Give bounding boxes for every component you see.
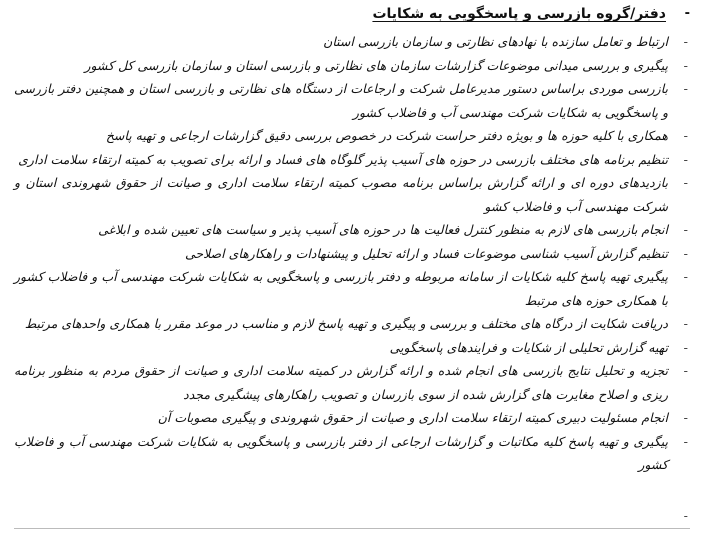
title-bullet: - — [684, 6, 690, 21]
document-page — [14, 0, 690, 536]
list-item — [14, 218, 690, 242]
list-bullet: - — [683, 410, 688, 425]
list-bullet: - — [683, 128, 688, 143]
list-bullet: - — [683, 339, 688, 355]
list-item — [14, 359, 690, 406]
list-item — [14, 336, 690, 360]
list-item — [14, 406, 690, 430]
list-item-text: انجام مسئولیت دبیری کمیته ارتقاء سلامت اداری و صیانت از حقوق شهروندی و پیگیری مصوبات آن — [157, 410, 668, 425]
list-item-text: انجام بازرسی های لازم به منظور کنترل فعالیت ها در حوزه های آسیب پذیر و سیاست های تعیین شده و ابلاغی — [98, 222, 668, 237]
list-item — [14, 430, 690, 477]
list-item-text: تنظیم گزارش آسیب شناسی موضوعات فساد و ارائه تحلیل و پیشنهادات و راهکارهای اصلاحی — [184, 245, 668, 261]
bottom-rule — [14, 528, 690, 529]
list-item-text: دریافت شکایت از درگاه های مختلف و بررسی و پیگیری و تهیه پاسخ لازم و مناسب در موعد مقرر با همکاری واحدهای مرتبط — [24, 316, 668, 331]
list-item-text: تنظیم برنامه های مختلف بازرسی در حوزه های آسیب پذیر گلوگاه های فساد و ارائه برای تصویب به کمیته ارتقاء سلامت اداری — [18, 151, 668, 167]
list-bullet: - — [683, 269, 688, 284]
list-bullet: - — [683, 175, 688, 190]
list-bullet: - — [683, 151, 688, 167]
list-item-text: بازرسی موردی براساس دستور مدیرعامل شرکت و ارجاعات از دستگاه های نظارتی و بازرسی استان و همچنین دفتر بازرسی و پاسخگویی به شکایات شرکت مهندسی آب و فاضلاب کشور — [14, 81, 668, 120]
list-item — [14, 242, 690, 266]
list-item-text: تجزیه و تحلیل نتایج بازرسی های انجام شده و ارائه گزارش در کمیته سلامت اداری و صیانت از حقوق مردم به منظور برنامه ریزی و اصلاح مغایرت های گزارش شده از سوی بازرسان و تصویب راهکارهای پیشگیری مجدد — [14, 363, 668, 402]
list-item-text: پیگیری و تهیه پاسخ کلیه مکاتبات و گزارشات ارجاعی از دفتر بازرسی و پاسخگویی به شکایات شرکت مهندسی آب و فاضلاب کشور — [14, 433, 668, 472]
list-item-text: پیگیری تهیه پاسخ کلیه شکایات از سامانه مربوطه و دفتر بازرسی و پاسخگویی به شکایات شرکت مهندسی آب و فاضلاب کشور با همکاری حوزه های مرتبط — [14, 269, 668, 308]
list-item-text: ارتباط و تعامل سازنده با نهادهای نظارتی و سازمان بازرسی استان — [323, 34, 668, 49]
list-bullet: - — [683, 81, 688, 96]
list-item — [14, 30, 690, 54]
list-item-text: تهیه گزارش تحلیلی از شکایات و فرایندهای پاسخگویی — [389, 339, 668, 355]
end-bullet: - — [683, 509, 688, 523]
list-item-text: پیگیری و بررسی میدانی موضوعات گزارشات سازمان های نظارتی و بازرسی استان و سازمان بازرسی کل کشور — [84, 57, 668, 73]
list-item — [14, 77, 690, 124]
list-item — [14, 265, 690, 312]
list-bullet: - — [683, 245, 688, 261]
list-bullet: - — [683, 363, 688, 378]
list-bullet: - — [683, 222, 688, 237]
list-item — [14, 312, 690, 336]
section-header — [14, 6, 690, 28]
list-item-text: بازدیدهای دوره ای و ارائه گزارش براساس برنامه مصوب کمیته ارتقاء سلامت اداری و صیانت از حقوق شهروندی استان و شرکت مهندسی آب و فاضلاب کشو — [14, 175, 668, 214]
list-item — [14, 171, 690, 218]
list-bullet: - — [683, 57, 688, 73]
responsibility-list — [14, 30, 690, 477]
list-item — [14, 54, 690, 78]
list-bullet: - — [683, 34, 688, 49]
list-bullet: - — [683, 433, 688, 449]
list-item-text: همکاری با کلیه حوزه ها و بویژه دفتر حراست شرکت در خصوص بررسی دقیق گزارشات ارجاعی و تهیه پاسخ — [105, 128, 668, 143]
list-bullet: - — [683, 316, 688, 331]
list-item — [14, 124, 690, 148]
list-item — [14, 148, 690, 172]
section-title: دفتر/گروه بازرسی و پاسخگویی به شکایات — [372, 6, 666, 22]
